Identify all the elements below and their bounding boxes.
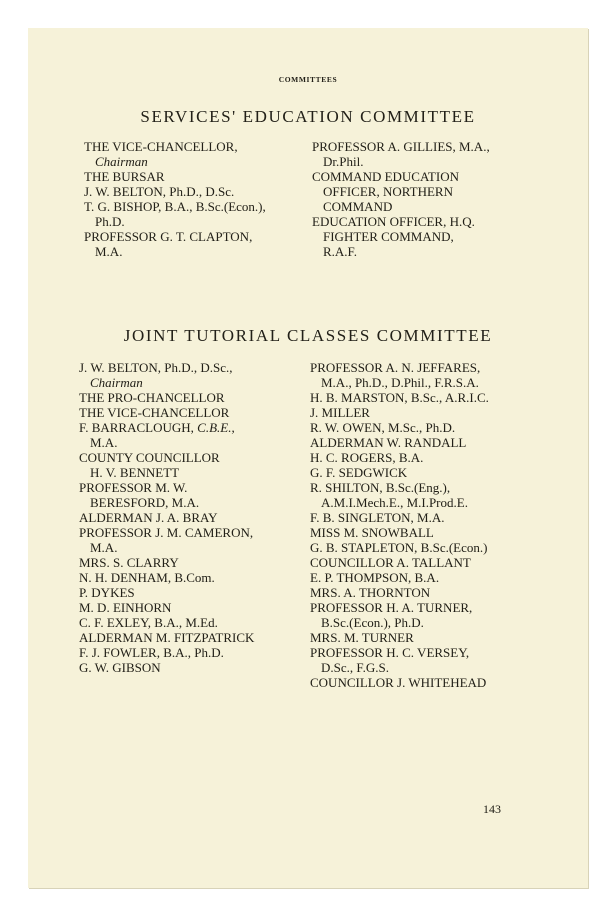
committee-member (79, 525, 301, 555)
member-name (312, 214, 532, 229)
member-honour: C.B.E., (197, 420, 235, 435)
member-continuation (312, 154, 532, 169)
member-text: THE VICE-CHANCELLOR (79, 405, 230, 420)
member-text: PROFESSOR H. A. TURNER, (310, 600, 473, 615)
member-text: M.A. (90, 540, 118, 555)
member-text: G. W. GIBSON (79, 660, 161, 675)
member-name (79, 360, 301, 375)
member-name (312, 169, 532, 184)
member-text: F. B. SINGLETON, M.A. (310, 510, 445, 525)
member-text: R. SHILTON, B.Sc.(Eng.), (310, 480, 451, 495)
member-text: THE PRO-CHANCELLOR (79, 390, 225, 405)
member-text: H. B. MARSTON, B.Sc., A.R.I.C. (310, 390, 489, 405)
committee-member (310, 465, 535, 480)
member-text: T. G. BISHOP, B.A., B.Sc.(Econ.), (84, 199, 266, 214)
member-text: A.M.I.Mech.E., M.I.Prod.E. (321, 495, 468, 510)
member-text: ALDERMAN W. RANDALL (310, 435, 467, 450)
member-continuation (79, 540, 301, 555)
running-head: COMMITTEES (278, 75, 338, 84)
services-committee-left-column (84, 139, 289, 259)
page-number: 143 (483, 802, 501, 816)
member-text: OFFICER, NORTHERN (323, 184, 453, 199)
member-text: COMMAND (323, 199, 393, 214)
committee-member (79, 480, 301, 510)
member-continuation (312, 244, 532, 259)
joint-committee-right-column (310, 360, 535, 690)
committee-member (310, 645, 535, 675)
member-text: B.Sc.(Econ.), Ph.D. (321, 615, 424, 630)
committee-member (79, 450, 301, 480)
member-text: EDUCATION OFFICER, H.Q. (312, 214, 475, 229)
committee-member (79, 555, 301, 570)
member-text: F. J. FOWLER, B.A., Ph.D. (79, 645, 224, 660)
committee-member (310, 630, 535, 645)
member-text: D.Sc., F.G.S. (321, 660, 389, 675)
book-page (28, 28, 588, 888)
committee-member (84, 199, 289, 229)
member-continuation (310, 615, 535, 630)
member-text: PROFESSOR G. T. CLAPTON, (84, 229, 253, 244)
committee-member (79, 660, 301, 675)
member-text: PROFESSOR M. W. (79, 480, 188, 495)
member-text: M.A., Ph.D., D.Phil., F.R.S.A. (321, 375, 479, 390)
member-text: C. F. EXLEY, B.A., M.Ed. (79, 615, 218, 630)
member-name (79, 570, 301, 585)
member-name (310, 525, 535, 540)
member-continuation (310, 495, 535, 510)
member-text: BERESFORD, M.A. (90, 495, 200, 510)
member-text: COMMAND EDUCATION (312, 169, 459, 184)
member-text: COUNCILLOR J. WHITEHEAD (310, 675, 487, 690)
member-text: M.A. (90, 435, 118, 450)
member-text: COUNTY COUNCILLOR (79, 450, 220, 465)
joint-committee-left-column (79, 360, 301, 675)
committee-member (310, 450, 535, 465)
member-text: PROFESSOR J. M. CAMERON, (79, 525, 254, 540)
member-continuation (310, 660, 535, 675)
committee-member (79, 390, 301, 405)
committee-member (310, 435, 535, 450)
committee-member (312, 214, 532, 259)
committee-member (79, 405, 301, 420)
member-text: G. B. STAPLETON, B.Sc.(Econ.) (310, 540, 488, 555)
member-text: Dr.Phil. (323, 154, 364, 169)
member-name (79, 615, 301, 630)
member-text: MRS. A. THORNTON (310, 585, 431, 600)
member-continuation (84, 214, 289, 229)
member-text: Ph.D. (95, 214, 125, 229)
member-text: M. D. EINHORN (79, 600, 172, 615)
member-text: COUNCILLOR A. TALLANT (310, 555, 471, 570)
committee-member (310, 360, 535, 390)
committee-member (310, 585, 535, 600)
member-text: G. F. SEDGWICK (310, 465, 408, 480)
member-continuation (312, 199, 532, 214)
member-name (310, 630, 535, 645)
committee-member (310, 555, 535, 570)
member-continuation (79, 435, 301, 450)
committee-member (310, 525, 535, 540)
member-name (79, 390, 301, 405)
member-name (310, 465, 535, 480)
member-name (310, 450, 535, 465)
member-name (84, 184, 289, 199)
committee-member (310, 570, 535, 585)
member-text: J. MILLER (310, 405, 370, 420)
member-text: PROFESSOR A. GILLIES, M.A., (312, 139, 490, 154)
committee-member (310, 510, 535, 525)
joint-committee-title: JOINT TUTORIAL CLASSES COMMITTEE (123, 326, 493, 345)
member-text: THE BURSAR (84, 169, 165, 184)
member-name (84, 169, 289, 184)
member-text: ALDERMAN J. A. BRAY (79, 510, 218, 525)
member-name (79, 450, 301, 465)
committee-member (79, 510, 301, 525)
member-text: ALDERMAN M. FITZPATRICK (79, 630, 255, 645)
member-name (79, 585, 301, 600)
committee-member (312, 169, 532, 214)
member-name (79, 660, 301, 675)
member-name (79, 480, 301, 495)
member-text: R.A.F. (323, 244, 357, 259)
member-name (310, 555, 535, 570)
member-text: E. P. THOMPSON, B.A. (310, 570, 440, 585)
member-text: F. BARRACLOUGH, (79, 420, 194, 435)
committee-member (79, 585, 301, 600)
services-committee-title: SERVICES' EDUCATION COMMITTEE (140, 107, 476, 126)
committee-member (310, 390, 535, 405)
committee-member (84, 229, 289, 259)
member-name (310, 390, 535, 405)
member-name (79, 405, 301, 420)
committee-member (79, 630, 301, 645)
committee-member (310, 675, 535, 690)
member-name (310, 585, 535, 600)
member-name (84, 139, 289, 154)
member-name (79, 555, 301, 570)
member-text: N. H. DENHAM, B.Com. (79, 570, 215, 585)
member-text: FIGHTER COMMAND, (323, 229, 454, 244)
member-name (79, 645, 301, 660)
member-continuation (79, 495, 301, 510)
committee-member (84, 139, 289, 169)
member-text: P. DYKES (79, 585, 135, 600)
member-name (310, 600, 535, 615)
member-name (310, 435, 535, 450)
committee-member (310, 405, 535, 420)
committee-member (310, 540, 535, 555)
member-name (310, 360, 535, 375)
member-name (84, 199, 289, 214)
member-continuation (312, 184, 532, 199)
committee-member (310, 600, 535, 630)
committee-member (79, 600, 301, 615)
member-text: PROFESSOR H. C. VERSEY, (310, 645, 470, 660)
committee-member (84, 169, 289, 184)
services-committee-right-column (312, 139, 532, 259)
member-name (310, 570, 535, 585)
member-role: Chairman (90, 375, 143, 390)
member-name (312, 139, 532, 154)
member-text: MISS M. SNOWBALL (310, 525, 434, 540)
member-name (310, 645, 535, 660)
member-continuation (312, 229, 532, 244)
member-text: THE VICE-CHANCELLOR, (84, 139, 238, 154)
member-name (310, 405, 535, 420)
committee-member (79, 360, 301, 390)
member-text: J. W. BELTON, Ph.D., D.Sc., (79, 360, 233, 375)
committee-member (79, 570, 301, 585)
member-text: M.A. (95, 244, 123, 259)
member-text: R. W. OWEN, M.Sc., Ph.D. (310, 420, 456, 435)
committee-member (312, 139, 532, 169)
member-name (79, 525, 301, 540)
committee-member (310, 480, 535, 510)
member-text: PROFESSOR A. N. JEFFARES, (310, 360, 481, 375)
member-text: J. W. BELTON, Ph.D., D.Sc. (84, 184, 235, 199)
member-text: H. C. ROGERS, B.A. (310, 450, 424, 465)
member-continuation (310, 375, 535, 390)
member-name (310, 675, 535, 690)
member-text: MRS. S. CLARRY (79, 555, 179, 570)
member-name (310, 420, 535, 435)
committee-member (84, 184, 289, 199)
member-name (79, 600, 301, 615)
member-name (84, 229, 289, 244)
member-name (310, 510, 535, 525)
committee-member (79, 420, 301, 450)
committee-member (310, 420, 535, 435)
member-name (310, 540, 535, 555)
member-name (79, 420, 301, 435)
member-role: Chairman (95, 154, 148, 169)
member-text: MRS. M. TURNER (310, 630, 414, 645)
member-continuation (79, 465, 301, 480)
member-text: H. V. BENNETT (90, 465, 180, 480)
committee-member (79, 615, 301, 630)
committee-member (79, 645, 301, 660)
member-name (79, 630, 301, 645)
member-name (310, 480, 535, 495)
member-name (79, 510, 301, 525)
member-continuation (84, 244, 289, 259)
